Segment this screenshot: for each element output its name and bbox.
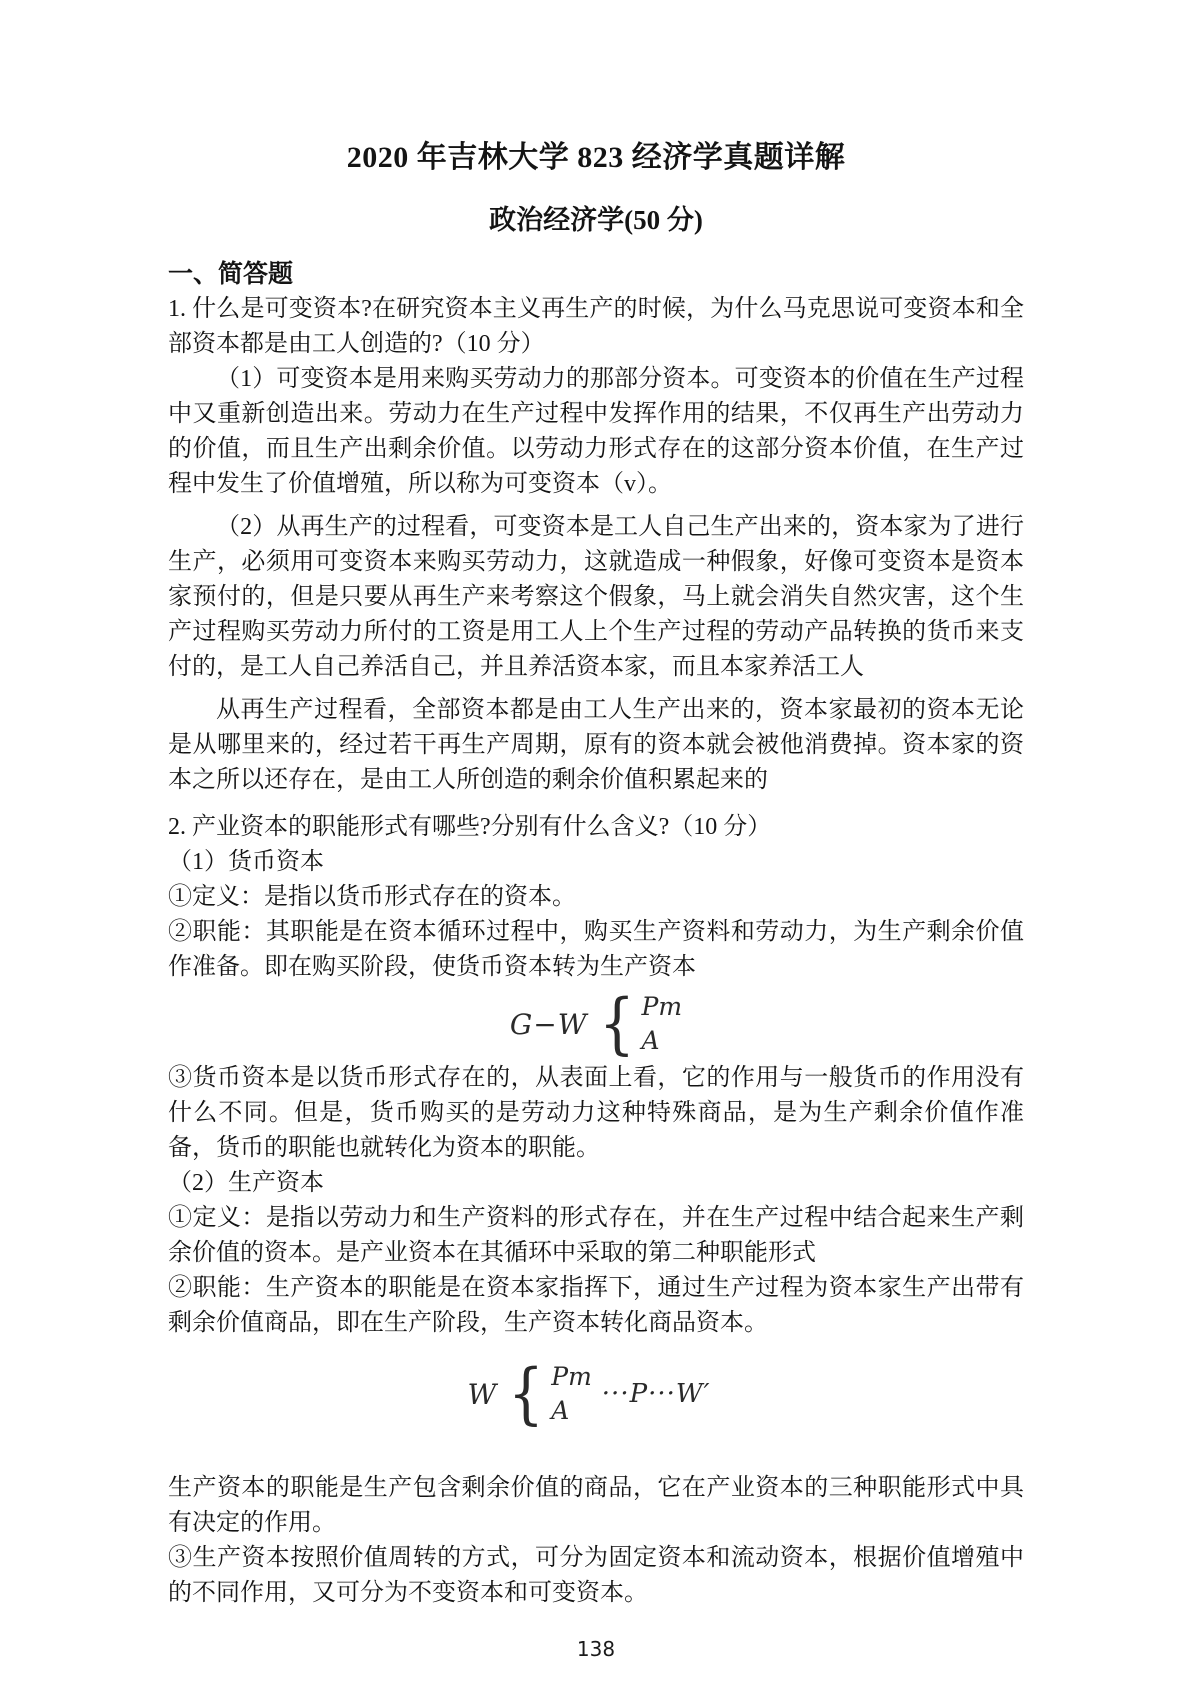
formula-stack-lower: A xyxy=(551,1396,570,1425)
formula-stack-lower: A xyxy=(641,1026,660,1055)
q1-answer-paragraph-3: 从再生产过程看，全部资本都是由工人生产出来的，资本家最初的资本无论是从哪里来的，经过若干再生产周期，原有的资本就会被他消费掉。资本家的资本之所以还存在，是由工人所创造的剩余价值积累起来的 xyxy=(168,697,1024,793)
q2-productive-capital-role-note: 生产资本的职能是生产包含剩余价值的商品，它在产业资本的三种职能形式中具有决定的作用。 xyxy=(168,1475,1024,1536)
document-content xyxy=(168,138,1024,1661)
formula-lhs: W xyxy=(467,1377,498,1411)
q2-productive-capital-heading: （2）生产资本 xyxy=(168,1170,324,1196)
formula-stack xyxy=(642,993,683,1055)
formula-money-capital-purchase xyxy=(168,985,1024,1062)
formula-productive-capital-circuit xyxy=(168,1355,1010,1432)
formula-rhs: ···P···W′ xyxy=(601,1379,711,1409)
question-1: 1. 什么是可变资本?在研究资本主义再生产的时候，为什么马克思说可变资本和全部资本都是由工人创造的?（10 分） xyxy=(168,296,1024,357)
q1-answer-paragraph-2: （2）从再生产的过程看，可变资本是工人自己生产出来的，资本家为了进行生产，必须用可变资本来购买劳动力，这就造成一种假象，好像可变资本是资本家预付的，但是只要从再生产来考察这个假象，马上就会消失自然灾害，这个生产过程购买劳动力所付的工资是用工人上个生产过程的劳动产品转换的货币来支付的，是工人自己养活自己，并且养活资本家，而且本家养活工人 xyxy=(168,514,1024,680)
document-title: 2020 年吉林大学 823 经济学真题详解 xyxy=(346,141,846,174)
q1-answer-paragraph-1: （1）可变资本是用来购买劳动力的那部分资本。可变资本的价值在生产过程中又重新创造出来。劳动力在生产过程中发挥作用的结果，不仅再生产出劳动力的价值，而且生产出剩余价值。以劳动力形式存在的这部分资本价值，在生产过程中发生了价值增殖，所以称为可变资本（v）。 xyxy=(168,366,1024,497)
q2-money-capital-note: ③货币资本是以货币形式存在的，从表面上看，它的作用与一般货币的作用没有什么不同。但是，货币购买的是劳动力这种特殊商品，是为生产剩余价值作准备，货币的职能也就转化为资本的职能。 xyxy=(168,1065,1024,1161)
page-number: 138 xyxy=(576,1637,616,1661)
formula-stack-upper: Pm xyxy=(641,992,683,1021)
question-2: 2. 产业资本的职能形式有哪些?分别有什么含义?（10 分） xyxy=(168,814,772,840)
q2-productive-capital-classification: ③生产资本按照价值周转的方式，可分为固定资本和流动资本，根据价值增殖中的不同作用，又可分为不变资本和可变资本。 xyxy=(168,1545,1024,1606)
formula-left-brace: { xyxy=(508,1355,545,1432)
formula-stack-upper: Pm xyxy=(551,1362,592,1391)
formula-left-brace: { xyxy=(598,985,635,1062)
section-heading-short-answer: 一、简答题 xyxy=(168,261,294,288)
q2-money-capital-function: ②职能：其职能是在资本循环过程中，购买生产资料和劳动力，为生产剩余价值作准备。即在购买阶段，使货币资本转为生产资本 xyxy=(168,919,1024,980)
q2-productive-capital-function: ②职能：生产资本的职能是在资本家指挥下，通过生产过程为资本家生产出带有剩余价值商品，即在生产阶段，生产资本转化商品资本。 xyxy=(168,1275,1024,1336)
formula-lhs: G−W xyxy=(509,1007,588,1041)
formula-stack xyxy=(551,1363,592,1425)
q2-money-capital-definition: ①定义：是指以货币形式存在的资本。 xyxy=(168,884,576,910)
q2-money-capital-heading: （1）货币资本 xyxy=(168,849,324,875)
document-subtitle: 政治经济学(50 分) xyxy=(489,205,703,235)
q2-productive-capital-definition: ①定义：是指以劳动力和生产资料的形式存在，并在生产过程中结合起来生产剩余价值的资本。是产业资本在其循环中采取的第二种职能形式 xyxy=(168,1205,1024,1266)
